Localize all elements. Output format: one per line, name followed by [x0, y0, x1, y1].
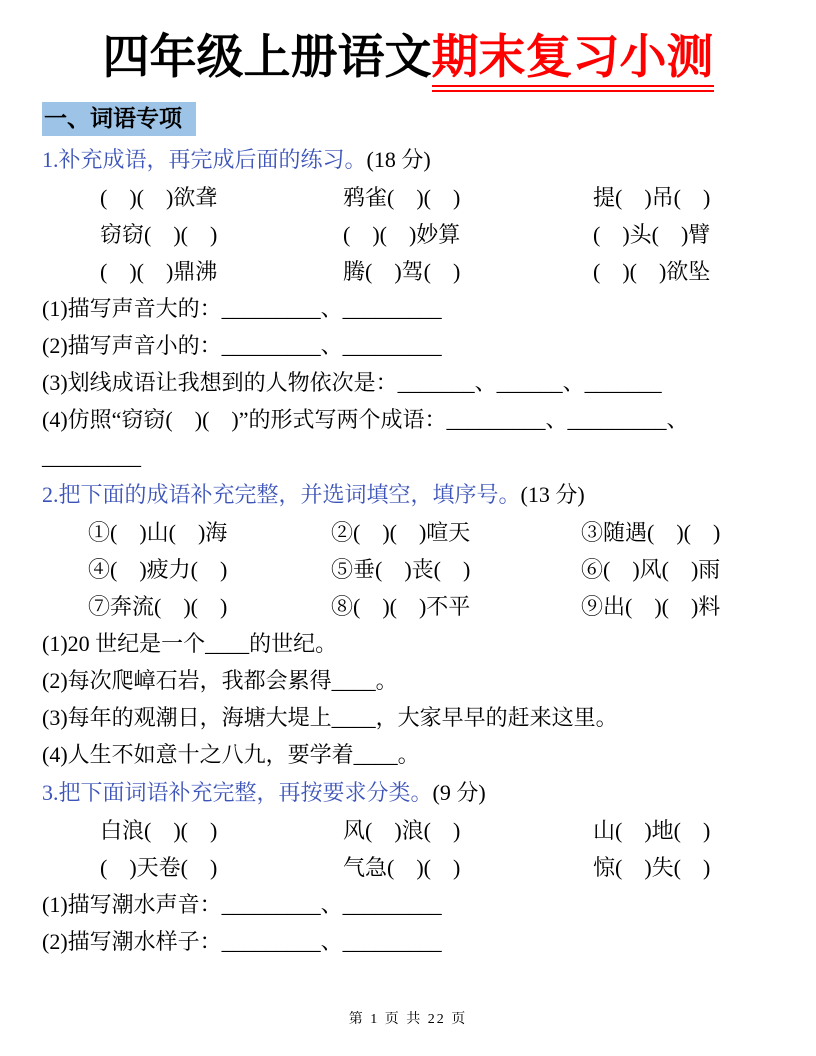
idiom-cell: ( )( )欲坠 — [593, 259, 711, 284]
idiom-cell: 白浪( )( ) — [100, 818, 218, 843]
q1-idiom-row — [42, 179, 774, 216]
title-highlight: 期末复习小测 — [432, 32, 714, 92]
q2-prompt-text: 2.把下面的成语补充完整，并选词填空，填序号。 — [42, 482, 521, 507]
idiom-cell: 气急( )( ) — [343, 855, 461, 880]
q2-subitem-4: (4)人生不如意十之八九，要学着____。 — [42, 742, 420, 767]
idiom-cell: ⑤垂( )丧( ) — [331, 557, 471, 582]
idiom-cell: 风( )浪( ) — [343, 818, 461, 843]
idiom-cell: 提( )吊( ) — [593, 185, 711, 210]
idiom-cell: ( )头( )臂 — [593, 222, 711, 247]
idiom-cell: ⑥( )风( )雨 — [581, 557, 721, 582]
idiom-cell: ③随遇( )( ) — [581, 520, 721, 545]
idiom-cell: 鸦雀( )( ) — [343, 185, 461, 210]
q3-prompt — [42, 775, 774, 810]
idiom-cell: 腾( )驾( ) — [343, 259, 461, 284]
q2-subitem-1: (1)20 世纪是一个____的世纪。 — [42, 631, 338, 656]
page-title — [42, 26, 774, 90]
idiom-cell: ⑨出( )( )料 — [581, 594, 721, 619]
idiom-cell: ②( )( )喧天 — [331, 520, 471, 545]
idiom-cell: ①( )山( )海 — [88, 520, 228, 545]
q3-idiom-row — [42, 849, 774, 886]
q1-subitem-1: (1)描写声音大的：_________、_________ — [42, 296, 442, 321]
q1-continuation-blank: _________ — [42, 444, 141, 469]
q2-idiom-row — [42, 588, 774, 625]
q2-idiom-row — [42, 551, 774, 588]
page-footer: 第 1 页 共 22 页 — [348, 1012, 468, 1027]
idiom-cell: 山( )地( ) — [593, 818, 711, 843]
q1-prompt-text: 1.补充成语，再完成后面的练习。 — [42, 147, 367, 172]
section-heading: 一、词语专项 — [42, 102, 196, 136]
q2-idiom-row — [42, 514, 774, 551]
q1-idiom-row — [42, 216, 774, 253]
q2-subitem-2: (2)每次爬嶂石岩，我都会累得____。 — [42, 668, 398, 693]
q1-subitem-3: (3)划线成语让我想到的人物依次是：_______、______、_______ — [42, 370, 662, 395]
idiom-cell: ( )天卷( ) — [100, 855, 218, 880]
idiom-cell: ( )( )妙算 — [343, 222, 461, 247]
q2-prompt — [42, 477, 774, 512]
idiom-cell: ( )( )欲聋 — [100, 185, 218, 210]
q3-prompt-text: 3.把下面词语补充完整，再按要求分类。 — [42, 780, 433, 805]
q1-idiom-row — [42, 253, 774, 290]
q3-score: (9 分) — [432, 780, 486, 805]
section-heading-wrap — [42, 100, 774, 140]
q1-subitem-2: (2)描写声音小的：_________、_________ — [42, 333, 442, 358]
idiom-cell: ( )( )鼎沸 — [100, 259, 218, 284]
q3-idiom-row — [42, 812, 774, 849]
q1-score: (18 分) — [366, 147, 431, 172]
idiom-cell: 惊( )失( ) — [593, 855, 711, 880]
idiom-cell: 窃窃( )( ) — [100, 222, 218, 247]
idiom-cell: ④( )疲力( ) — [88, 557, 228, 582]
q1-prompt — [42, 142, 774, 177]
q1-subitem-4: (4)仿照“窃窃( )( )”的形式写两个成语：_________、_________、 — [42, 407, 689, 432]
idiom-cell: ⑦奔流( )( ) — [88, 594, 228, 619]
title-prefix: 四年级上册语文 — [102, 32, 432, 84]
idiom-cell: ⑧( )( )不平 — [331, 594, 471, 619]
q3-subitem-2: (2)描写潮水样子：_________、_________ — [42, 929, 442, 954]
q3-subitem-1: (1)描写潮水声音：_________、_________ — [42, 892, 442, 917]
q2-score: (13 分) — [520, 482, 585, 507]
q2-subitem-3: (3)每年的观潮日，海塘大堤上____，大家早早的赶来这里。 — [42, 705, 618, 730]
